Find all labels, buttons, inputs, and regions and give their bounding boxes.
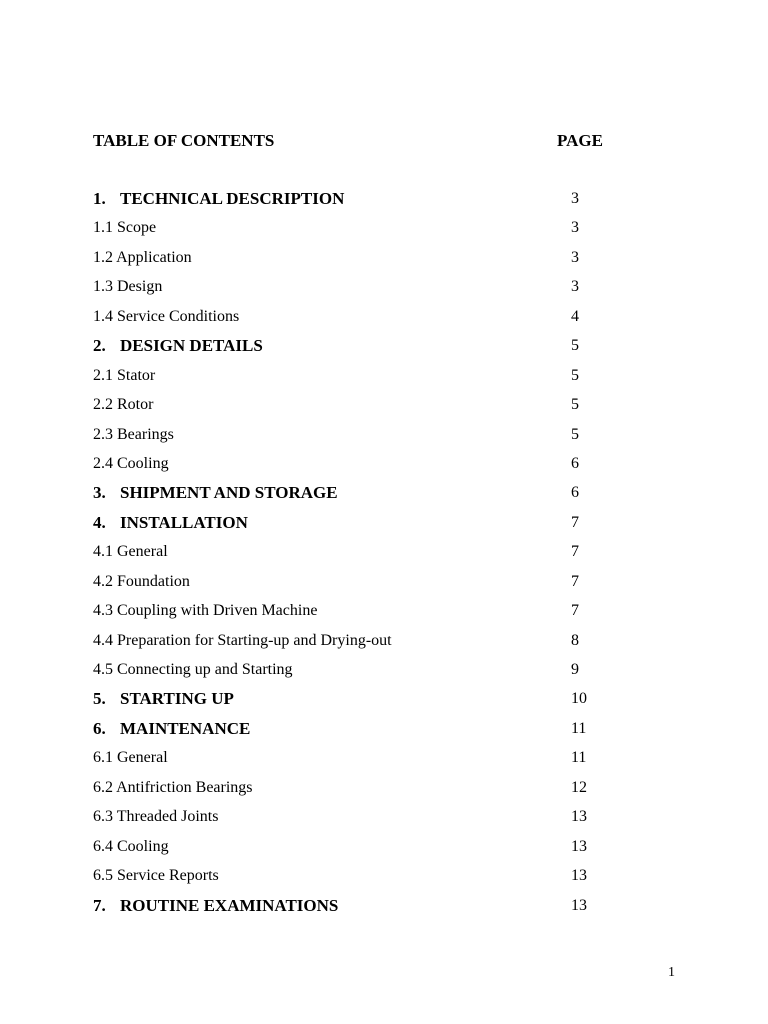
toc-entry-page-number: 4 <box>571 307 579 325</box>
toc-title: TABLE OF CONTENTS <box>93 131 275 150</box>
toc-entry-text: 2.1 Stator <box>93 366 156 384</box>
toc-section-number: 2. <box>93 336 106 356</box>
toc-entry-label <box>93 599 317 623</box>
toc-entry-label <box>93 452 169 476</box>
toc-entry-label <box>93 629 392 653</box>
toc-entry-page-number: 13 <box>571 867 587 885</box>
toc-entry-label <box>93 746 168 770</box>
toc-entry-label <box>93 216 156 240</box>
toc-entry-text: 6.3 Threaded Joints <box>93 808 219 826</box>
toc-entry-text: 1.1 Scope <box>93 219 157 237</box>
toc-section-number: 7. <box>93 895 106 915</box>
toc-entry-label <box>93 894 338 918</box>
toc-subsection-entry <box>93 452 613 481</box>
toc-list <box>93 187 613 923</box>
toc-entry-label <box>93 364 155 388</box>
toc-entry-label <box>93 305 239 329</box>
toc-entry-text: DESIGN DETAILS <box>120 336 263 356</box>
toc-subsection-entry <box>93 658 613 687</box>
toc-entry-page-number: 3 <box>571 248 579 266</box>
toc-entry-text: 4.2 Foundation <box>93 572 190 590</box>
toc-section-entry <box>93 894 613 923</box>
toc-subsection-entry <box>93 246 613 275</box>
toc-entry-page-number: 7 <box>571 602 579 620</box>
toc-subsection-entry <box>93 364 613 393</box>
toc-entry-page-number: 6 <box>571 454 579 472</box>
toc-entry-label <box>93 864 219 888</box>
toc-subsection-entry <box>93 275 613 304</box>
toc-entry-label <box>93 481 338 505</box>
toc-section-entry <box>93 687 613 716</box>
toc-subsection-entry <box>93 776 613 805</box>
toc-entry-label <box>93 717 250 741</box>
toc-entry-text: STARTING UP <box>120 689 234 709</box>
toc-subsection-entry <box>93 540 613 569</box>
toc-section-entry <box>93 187 613 216</box>
toc-entry-page-number: 5 <box>571 425 579 443</box>
toc-subsection-entry <box>93 393 613 422</box>
toc-entry-text: 1.4 Service Conditions <box>93 307 240 325</box>
toc-entry-text: 6.5 Service Reports <box>93 867 219 885</box>
toc-entry-label <box>93 511 248 535</box>
toc-entry-label <box>93 187 344 211</box>
toc-subsection-entry <box>93 216 613 245</box>
toc-entry-text: 2.2 Rotor <box>93 396 154 414</box>
toc-entry-page-number: 7 <box>571 572 579 590</box>
toc-entry-page-number: 11 <box>571 749 587 767</box>
toc-entry-text: 4.5 Connecting up and Starting <box>93 661 293 678</box>
toc-entry-page-number: 12 <box>571 778 587 796</box>
toc-entry-label <box>93 835 169 859</box>
toc-entry-label <box>93 246 192 270</box>
toc-section-number: 5. <box>93 689 106 709</box>
toc-entry-text: 6.1 General <box>93 749 168 767</box>
toc-entry-page-number: 11 <box>571 719 587 737</box>
toc-entry-page-number: 5 <box>571 396 579 414</box>
toc-subsection-entry <box>93 423 613 452</box>
toc-entry-page-number: 13 <box>571 837 587 855</box>
toc-section-entry <box>93 511 613 540</box>
toc-section-entry <box>93 481 613 510</box>
toc-subsection-entry <box>93 570 613 599</box>
toc-subsection-entry <box>93 305 613 334</box>
toc-entry-text: MAINTENANCE <box>120 718 251 738</box>
toc-section-number: 3. <box>93 483 106 503</box>
toc-entry-label <box>93 687 234 711</box>
toc-entry-page-number: 6 <box>571 484 579 502</box>
toc-entry-text: SHIPMENT AND STORAGE <box>120 483 338 503</box>
toc-entry-page-number: 7 <box>571 543 579 561</box>
toc-entry-text: 4.3 Coupling with Driven Machine <box>93 602 318 620</box>
toc-entry-text: INSTALLATION <box>120 512 248 532</box>
toc-entry-text: 6.4 Cooling <box>93 837 169 855</box>
toc-entry-text: 2.3 Bearings <box>93 425 174 443</box>
toc-section-entry <box>93 717 613 746</box>
toc-entry-label <box>93 540 168 564</box>
toc-entry-label <box>93 423 174 447</box>
toc-subsection-entry <box>93 746 613 775</box>
toc-entry-text: 4.1 General <box>93 543 168 561</box>
toc-entry-text: 6.2 Antifriction Bearings <box>93 778 253 796</box>
toc-subsection-entry <box>93 805 613 834</box>
toc-entry-text: 1.2 Application <box>93 248 192 266</box>
toc-header <box>93 129 613 153</box>
toc-subsection-entry <box>93 835 613 864</box>
page-number: 1 <box>668 965 675 980</box>
toc-entry-label <box>93 334 263 358</box>
toc-section-number: 1. <box>93 189 106 208</box>
toc-entry-page-number: 10 <box>571 690 587 708</box>
toc-entry-page-number: 5 <box>571 366 579 384</box>
toc-entry-text: ROUTINE EXAMINATIONS <box>120 895 339 915</box>
toc-entry-page-number: 7 <box>571 513 579 531</box>
toc-entry-page-number: 13 <box>571 896 587 914</box>
toc-subsection-entry <box>93 599 613 628</box>
toc-entry-page-number: 13 <box>571 808 587 826</box>
page-column-heading: PAGE <box>557 131 603 150</box>
toc-section-number: 4. <box>93 512 106 532</box>
toc-entry-page-number: 3 <box>571 219 579 237</box>
toc-entry-text: TECHNICAL DESCRIPTION <box>120 189 345 208</box>
toc-entry-text: 1.3 Design <box>93 278 163 296</box>
toc-entry-page-number: 8 <box>571 631 579 649</box>
toc-entry-label <box>93 776 253 800</box>
toc-entry-label <box>93 570 190 594</box>
toc-entry-label <box>93 275 162 299</box>
toc-entry-page-number: 5 <box>571 337 579 355</box>
toc-section-number: 6. <box>93 718 106 738</box>
toc-section-entry <box>93 334 613 363</box>
toc-entry-label <box>93 393 153 417</box>
toc-entry-page-number: 3 <box>571 190 579 207</box>
toc-subsection-entry <box>93 864 613 893</box>
toc-entry-label <box>93 805 218 829</box>
toc-subsection-entry <box>93 629 613 658</box>
toc-entry-page-number: 3 <box>571 278 579 296</box>
toc-entry-label <box>93 658 293 682</box>
toc-entry-text: 2.4 Cooling <box>93 454 169 472</box>
toc-entry-text: 4.4 Preparation for Starting-up and Drying-out <box>93 631 392 649</box>
toc-entry-page-number: 9 <box>571 661 579 678</box>
